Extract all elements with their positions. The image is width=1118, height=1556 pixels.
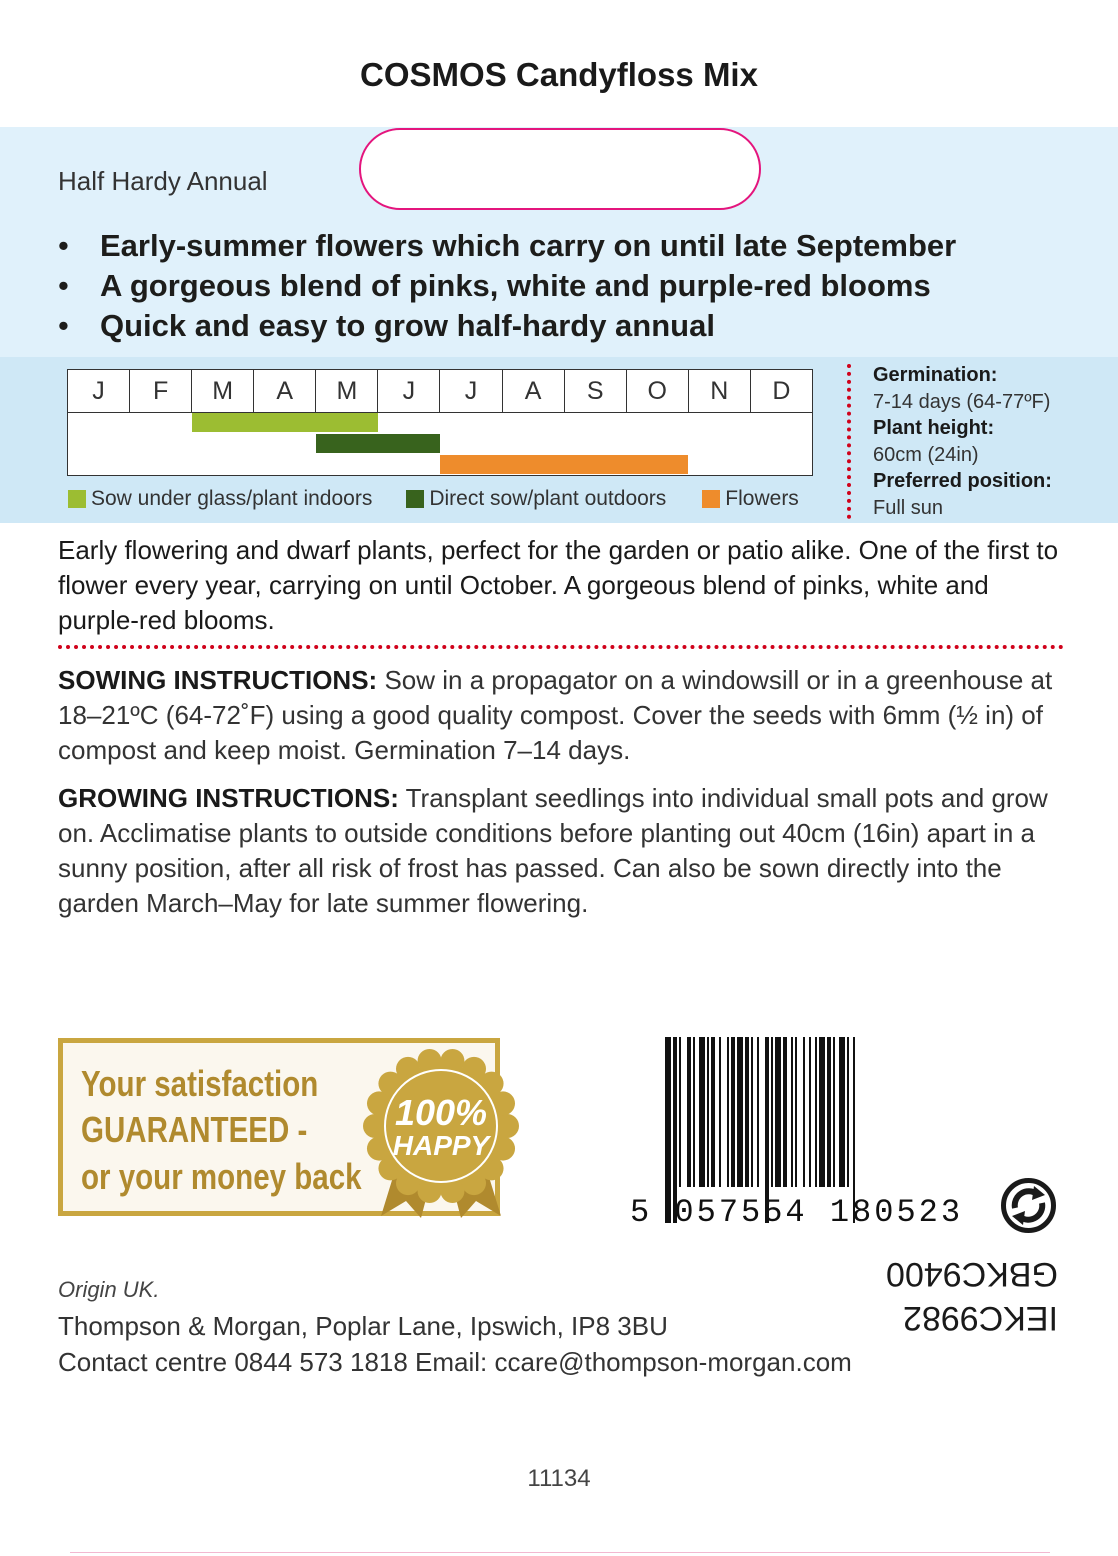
product-codes-rotated — [868, 1252, 1058, 1340]
barcode-bar — [751, 1037, 753, 1187]
barcode-bar — [783, 1037, 787, 1187]
barcode-bar — [745, 1037, 749, 1187]
legend-flowers: Flowers — [702, 487, 799, 511]
growing-instructions: GROWING INSTRUCTIONS: Transplant seedlings into individual small pots and grow on. Acclimatise plants to outside conditions before planting out 40cm (16in) apart in a sunny position, after all risk of frost has passed. Can also be sown directly into the garden March–May for late summer flowering. — [58, 783, 1048, 918]
barcode-bar — [819, 1037, 825, 1187]
barcode-bar — [711, 1037, 715, 1187]
guarantee-line-1: Your satisfaction — [81, 1063, 319, 1104]
recycle-icon — [1001, 1178, 1056, 1233]
month-label: M — [191, 370, 253, 412]
month-label: J — [377, 370, 439, 412]
height-value: 60cm (24in) — [873, 443, 979, 466]
sowing-calendar — [67, 369, 813, 476]
legend-sow-outdoors: Direct sow/plant outdoors — [406, 487, 666, 511]
calendar-bar — [192, 413, 378, 432]
barcode-bar — [687, 1037, 691, 1187]
height-label: Plant height: — [873, 417, 995, 439]
barcode-bar — [771, 1037, 773, 1187]
month-label: N — [688, 370, 750, 412]
month-label: O — [626, 370, 688, 412]
dotted-divider-vertical — [847, 364, 851, 519]
bottom-rule — [70, 1552, 1050, 1553]
code-ie: IEKC9982 — [903, 1299, 1058, 1337]
month-label: S — [564, 370, 626, 412]
barcode-bar — [803, 1037, 805, 1187]
barcode-bar — [847, 1037, 849, 1187]
origin-text: Origin UK. — [58, 1277, 160, 1302]
blank-label-box — [359, 128, 761, 210]
barcode-bar — [737, 1037, 743, 1187]
company-address: Thompson & Morgan, Poplar Lane, Ipswich, IP8 3BU — [58, 1311, 668, 1341]
barcode-bar — [707, 1037, 709, 1187]
sowing-instructions: SOWING INSTRUCTIONS: Sow in a propagator on a windowsill or in a greenhouse at 18–21ºC (64-72˚F) using a good quality compost. Cover the seeds with 6mm (½ in) of compost and keep moist. Germination 7–14 days. — [58, 665, 1053, 765]
germination-value: 7-14 days (64-77ºF) — [873, 390, 1051, 413]
guarantee-line-2: GUARANTEED - — [81, 1109, 308, 1150]
badge-percent: 100% — [394, 1092, 488, 1133]
barcode-bar — [775, 1037, 781, 1187]
feature-list — [58, 226, 956, 346]
job-number: 11134 — [527, 1465, 591, 1492]
barcode-bar — [791, 1037, 793, 1187]
badge-happy: HAPPY — [392, 1130, 490, 1161]
position-value: Full sun — [873, 496, 944, 519]
plant-info — [873, 362, 1052, 521]
feature-item: • Early-summer flowers which carry on until late September — [58, 226, 956, 266]
dotted-divider-horizontal — [58, 645, 1064, 649]
barcode-bar — [795, 1037, 797, 1187]
life-cycle-label: Half Hardy Annual — [58, 166, 268, 196]
barcode-bar — [693, 1037, 695, 1187]
month-label: A — [502, 370, 564, 412]
calendar-bar — [440, 455, 688, 474]
germination-label: Germination: — [873, 364, 998, 386]
barcode-bar — [827, 1037, 831, 1187]
barcode-bar — [699, 1037, 705, 1187]
description: Early flowering and dwarf plants, perfect for the garden or patio alike. One of the first to flower every year, carrying on until October. A gorgeous blend of pinks, white and purple-red blooms. — [58, 535, 1059, 635]
month-label: F — [129, 370, 191, 412]
barcode-bar — [731, 1037, 735, 1187]
calendar-bar — [316, 434, 440, 453]
barcode-bar — [815, 1037, 817, 1187]
barcode-bar — [757, 1037, 759, 1187]
position-label: Preferred position: — [873, 470, 1052, 492]
month-label: D — [750, 370, 812, 412]
legend-swatch-dark-green — [406, 490, 424, 508]
month-label: A — [253, 370, 315, 412]
calendar-month-row — [68, 370, 812, 413]
feature-item: • A gorgeous blend of pinks, white and purple-red blooms — [58, 266, 956, 306]
contact-info: Contact centre 0844 573 1818 Email: ccare@thompson-morgan.com — [58, 1347, 852, 1377]
barcode-bar — [719, 1037, 721, 1187]
guarantee-panel — [58, 1038, 500, 1216]
page-title: COSMOS Candyfloss Mix — [360, 56, 758, 93]
month-label: J — [92, 377, 105, 405]
calendar-legend — [68, 487, 799, 511]
barcode-bar — [727, 1037, 729, 1187]
legend-swatch-orange — [702, 490, 720, 508]
legend-sow-indoors: Sow under glass/plant indoors — [68, 487, 372, 511]
bullet-mark: • — [58, 308, 69, 343]
rosette-badge — [361, 1046, 521, 1221]
bullet-mark: • — [58, 228, 69, 263]
barcode-bar — [833, 1037, 835, 1187]
month-label: M — [315, 370, 377, 412]
month-label: J — [439, 370, 501, 412]
legend-swatch-light-green — [68, 490, 86, 508]
barcode-bar — [679, 1037, 681, 1187]
barcode-digits: 5 057554 180523 — [630, 1194, 964, 1231]
code-gb: GBKC9400 — [886, 1255, 1058, 1293]
guarantee-line-3: or your money back — [81, 1156, 362, 1197]
bullet-mark: • — [58, 268, 69, 303]
barcode-bar — [809, 1037, 811, 1187]
feature-item: • Quick and easy to grow half-hardy annual — [58, 306, 956, 346]
barcode-bar — [839, 1037, 845, 1187]
